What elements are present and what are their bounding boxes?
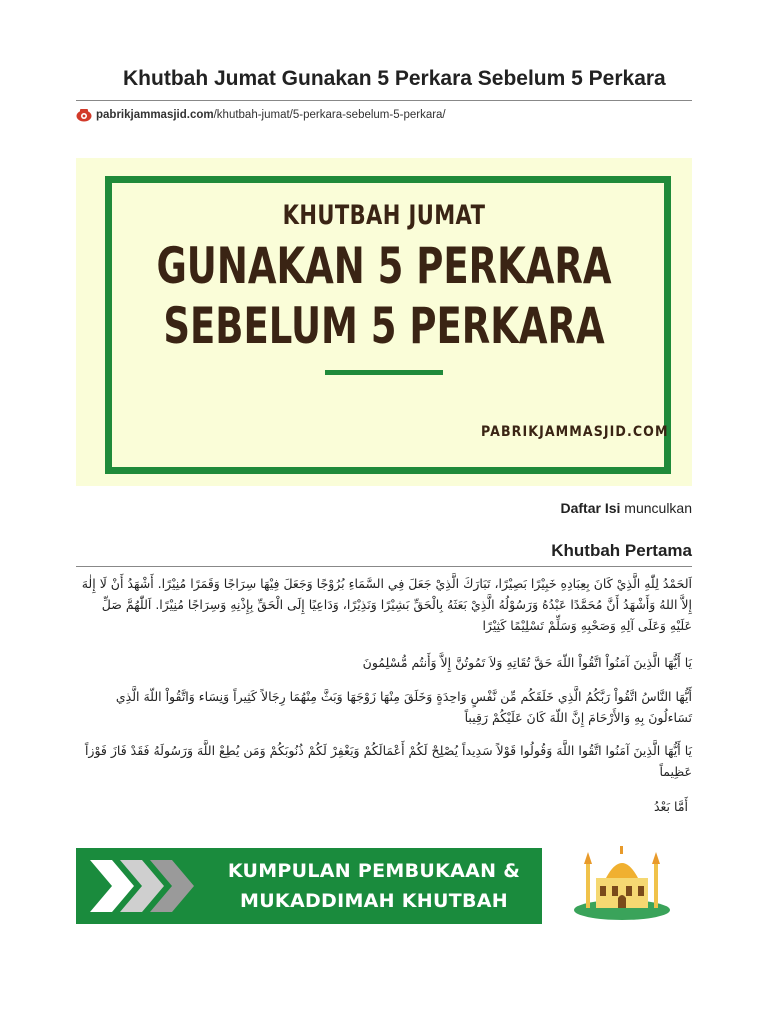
- article-title: Khutbah Jumat Gunakan 5 Perkara Sebelum 5 Perkara: [123, 67, 666, 90]
- section-heading: Khutbah Pertama: [551, 541, 692, 560]
- toc-label: Daftar Isi: [560, 500, 621, 516]
- title-divider: [76, 100, 692, 101]
- hero-kicker: KHUTBAH JUMAT: [282, 200, 486, 231]
- arabic-paragraph-1: اَلحَمْدُ لِلّٰهِ الَّذِيْ كَانَ بِعِبَادِهِ خَبِيْرًا بَصِيْرًا، تَبَارَكَ الَّذِيْ جَعَلَ فِي السَّمَاءِ بُرُوْجًا وَجَعَلَ فِيْهَا سِرَاجًا وَقَمَرًا مُنِيْرًا. أَشْهَدُ أَنْ لَا إِلٰهَ إِلاَّ اللهُ وَأَشْهَدُ أَنَّ مُحَمَّدًا عَبْدُهُ وَرَسُوْلُهُ الَّذِيْ بَعَثَهُ بِالْحَقِّ بَشِيْرًا وَنَذِيْرًا، وَدَاعِيًا إِلَى الْحَقِّ بِإِذْنِهِ وَسِرَاجًا مُنِيْرًا. اَللّٰهُمَّ صَلِّ عَلَيْهِ وَعَلَى آلِهِ وَصَحْبِهِ وَسَلِّمْ تَسْلِيْمًا كَثِيْرًا: [81, 576, 692, 633]
- banner-line-1: KUMPULAN PEMBUKAAN &: [227, 860, 521, 882]
- site-favicon-icon: [76, 108, 92, 122]
- table-of-contents: [560, 500, 692, 516]
- hero-accent-bar: [325, 370, 443, 375]
- arabic-paragraph-5: أَمَّا بَعْدُ: [653, 799, 688, 814]
- promo-banner[interactable]: [76, 848, 542, 924]
- banner-line-2: MUKADDIMAH KHUTBAH: [239, 890, 508, 912]
- source-domain[interactable]: pabrikjammasjid.com: [96, 109, 214, 121]
- hero-headline-2: SEBELUM 5 PERKARA: [163, 297, 605, 355]
- toc-toggle[interactable]: munculkan: [624, 500, 692, 516]
- mosque-icon: [566, 840, 676, 924]
- section-divider: [76, 566, 692, 567]
- hero-site: PABRIKJAMMASJID.COM: [481, 424, 669, 440]
- hero-headline-1: GUNAKAN 5 PERKARA: [156, 237, 612, 295]
- arabic-paragraph-4: يَا أَيُّهَا الَّذِينَ آمَنُوا اتَّقُوا اللَّهَ وَقُولُوا قَوْلاً سَدِيداً يُصْلِحْ لَكُمْ أَعْمَالَكُمْ وَيَغْفِرْ لَكُمْ ذُنُوبَكُمْ وَمَن يُطِعْ اللَّهَ وَرَسُولَهُ فَقَدْ فَازَ فَوْزاً عَظِيماً: [84, 743, 692, 779]
- arabic-paragraph-2: يَا أَيُّهَا الَّذِينَ آمَنُواْ اتَّقُواْ اللّهَ حَقَّ تُقَاتِهِ وَلاَ تَمُوتُنَّ إِلاَّ وَأَنتُم مُّسْلِمُونَ: [362, 655, 692, 670]
- source-path[interactable]: /khutbah-jumat/5-perkara-sebelum-5-perkara/: [213, 109, 446, 121]
- source-link[interactable]: [76, 106, 446, 124]
- arabic-paragraph-3: أَيُّهَا النَّاسُ اتَّقُواْ رَبَّكُمُ الَّذِي خَلَقَكُم مِّن نَّفْسٍ وَاحِدَةٍ وَخَلَقَ مِنْهَا زَوْجَهَا وَبَثَّ مِنْهُمَا رِجَالاً كَثِيراً وَنِسَاء وَاتَّقُواْ اللّهَ الَّذِي تَسَاءلُونَ بِهِ وَالأَرْحَامَ إِنَّ اللّهَ كَانَ عَلَيْكُمْ رَقِيباً: [115, 689, 692, 725]
- chevron-arrows-icon: [76, 848, 206, 924]
- hero-image: [76, 158, 692, 486]
